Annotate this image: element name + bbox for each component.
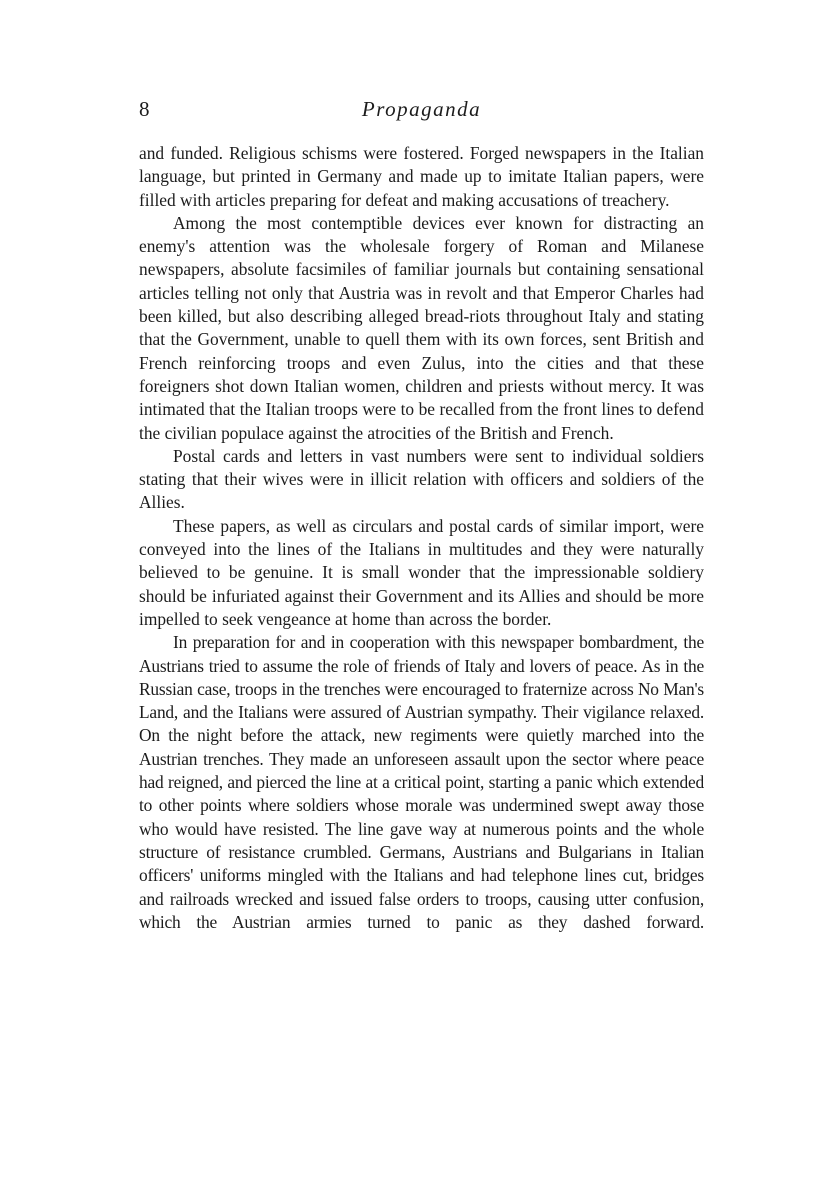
running-title: Propaganda <box>361 97 482 121</box>
paragraph-4: These papers, as well as circulars and postal cards of similar import, were conveyed into the lines of the Italians in multitudes and they were naturally believed to be genuine. It is small wonder that the impressionable soldiery should be infuriated against their Government and its Allies and should be more impelled to seek vengeance at home than across the border. <box>139 515 704 629</box>
paragraph-1: and funded. Religious schisms were fostered. Forged newspapers in the Italian language, but printed in Germany and made up to imitate Italian papers, were filled with articles preparing for defeat and making accusations of treachery. <box>139 143 704 210</box>
paragraph-5: In preparation for and in cooperation with this newspaper bombardment, the Austrians tried to assume the role of friends of Italy and lovers of peace. As in the Russian case, troops in the trenches were encouraged to fraternize across No Man's Land, and the Italians were assured of Austrian sympathy. Their vigilance relaxed. On the night before the attack, new regiments were quietly marched into the Austrian trenches. They made an unforeseen assault upon the sector where peace had reigned, and pierced the line at a critical point, starting a panic which extended to other points where soldiers whose morale was undermined swept away those who would have resisted. The line gave way at numerous points and the whole structure of resistance crumbled. Germans, Austrians and Bulgarians in Italian officers' uniforms mingled with the Italians and had telephone lines cut, bridges and railroads wrecked and issued false orders to troops, causing utter confusion, which the Austrian armies turned to panic as they dashed forward. <box>139 632 704 932</box>
paragraph-2: Among the most contemptible devices ever known for distracting an enemy's attention was the wholesale forgery of Roman and Milanese newspapers, absolute facsimiles of familiar journals but containing sensational articles telling not only that Austria was in revolt and that Emperor Charles had been killed, but also describing alleged bread-riots throughout Italy and stating that the Government, unable to quell them with its own forces, sent British and French reinforcing troops and even Zulus, into the cities and that these foreigners shot down Italian women, children and priests without mercy. It was intimated that the Italian troops were to be recalled from the front lines to defend the civilian populace against the atrocities of the British and French. <box>139 212 704 443</box>
page-number: 8 <box>139 97 150 121</box>
paragraph-3: Postal cards and letters in vast numbers were sent to individual soldiers stating that their wives were in illicit relation with officers and soldiers of the Allies. <box>139 445 704 513</box>
running-head <box>139 94 704 124</box>
body-text <box>139 142 704 934</box>
